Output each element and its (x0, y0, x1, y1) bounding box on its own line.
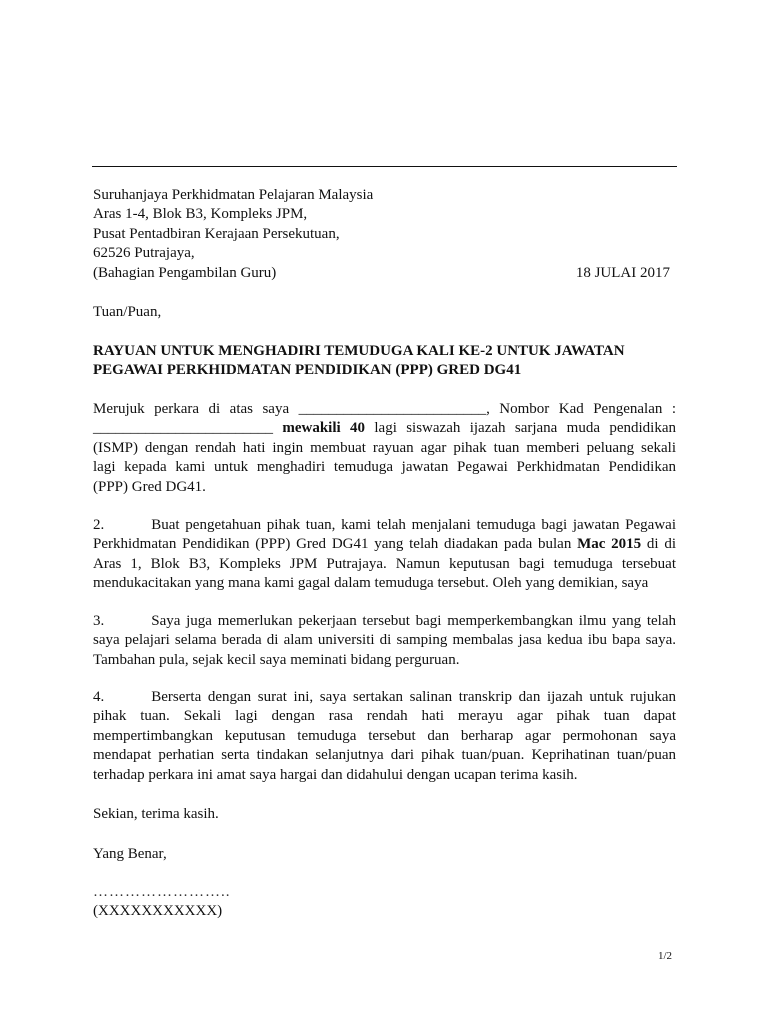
address-line-4: 62526 Putrajaya, (93, 245, 195, 262)
para4-line-1-text: Berserta dengan surat ini, saya sertakan salinan transkrip dan ijazah untuk rujukan (151, 689, 676, 705)
para2-number: 2. (93, 517, 105, 533)
para1-line-2 (93, 419, 676, 438)
signature-name: (XXXXXXXXXXX) (93, 903, 223, 920)
para2-line-2 (93, 535, 676, 554)
closing-line: Sekian, terima kasih. (93, 806, 219, 822)
mewakili-bold: mewakili 40 (282, 420, 366, 437)
para3-line-3: Tambahan pula, sejak kecil saya meminati bidang perguruan. (93, 651, 460, 668)
paragraph-1 (93, 400, 676, 497)
paragraph-2 (93, 516, 676, 594)
mac-2015-bold: Mac 2015 (577, 536, 642, 553)
para3-number: 3. (93, 613, 105, 629)
para4-line-1 (93, 688, 676, 707)
address-line-3: Pusat Pentadbiran Kerajaan Persekutuan, (93, 225, 340, 242)
para1-line-1: Merujuk perkara di atas saya _________________________, Nombor Kad Pengenalan : (93, 401, 676, 417)
para1-line-5: (PPP) Gred DG41. (93, 478, 206, 495)
recipient-address (93, 186, 676, 283)
para4-line-4: mendapat perhatian serta tindakan selanjutnya dari pihak tuan/puan. Keprihatinan tuan/puan (93, 747, 676, 764)
para2-line-2-c: di di (641, 536, 676, 553)
para1-line-4: lagi kepada kami untuk menghadiri temuduga jawatan Pegawai Perkhidmatan Pendidikan (93, 459, 676, 476)
address-line-2: Aras 1-4, Blok B3, Kompleks JPM, (93, 206, 308, 223)
letter-date: 18 JULAI 2017 (575, 264, 670, 281)
signature-line: …………………….. (93, 884, 231, 900)
address-line-1: Suruhanjaya Perkhidmatan Pelajaran Malaysia (93, 187, 374, 203)
para2-line-1 (93, 516, 676, 535)
paragraph-3 (93, 612, 676, 670)
para2-line-4: mendukacitakan yang mana kami gagal dalam temuduga tersebut. Oleh yang demikian, saya (93, 575, 649, 592)
subject-heading (93, 342, 676, 381)
para1-line-2-rest: lagi siswazah ijazah sarjana muda pendidikan (365, 420, 676, 437)
paragraph-4 (93, 688, 676, 785)
address-line-5: (Bahagian Pengambilan Guru) (93, 264, 277, 281)
para2-line-2-a: Perkhidmatan Pendidikan (PPP) Gred DG41 yang telah diadakan pada bulan (93, 536, 578, 553)
para3-line-1 (93, 612, 676, 631)
salutation: Tuan/Puan, (93, 304, 162, 320)
para3-line-2: saya pelajari selama berada di alam universiti di samping membalas jasa kedua ibu bapa saya. (93, 632, 676, 649)
para3-line-1-text: Saya juga memerlukan pekerjaan tersebut bagi memperkembangkan ilmu yang telah (151, 613, 676, 629)
header-rule (92, 166, 677, 167)
para2-line-3: Aras 1, Blok B3, Kompleks JPM Putrajaya. Namun keputusan bagi temuduga tersebuat (93, 555, 676, 572)
para1-line-3: (ISMP) dengan rendah hati ingin membuat rayuan agar pihak tuan memberi peluang sekali (93, 439, 676, 456)
subject-line-1: RAYUAN UNTUK MENGHADIRI TEMUDUGA KALI KE-2 UNTUK JAWATAN (93, 343, 625, 359)
subject-line-2: PEGAWAI PERKHIDMATAN PENDIDIKAN (PPP) GRED DG41 (93, 362, 522, 379)
signoff: Yang Benar, (93, 846, 167, 862)
para4-line-3: mempertimbangkan keputusan temuduga tersebut dan berharap agar permohonan saya (93, 727, 676, 744)
para4-number: 4. (93, 689, 105, 705)
para4-line-2: pihak tuan. Sekali lagi dengan rasa rendah hati merayu agar pihak tuan dapat (93, 708, 676, 725)
para4-line-5: terhadap perkara ini amat saya hargai dan didahului dengan ucapan terima kasih. (93, 766, 578, 783)
signature-block (93, 883, 676, 922)
page-number: 1/2 (658, 950, 673, 962)
ic-number-blank: ________________________ (93, 420, 283, 437)
para2-line-1-text: Buat pengetahuan pihak tuan, kami telah menjalani temuduga bagi jawatan Pegawai (151, 517, 676, 533)
